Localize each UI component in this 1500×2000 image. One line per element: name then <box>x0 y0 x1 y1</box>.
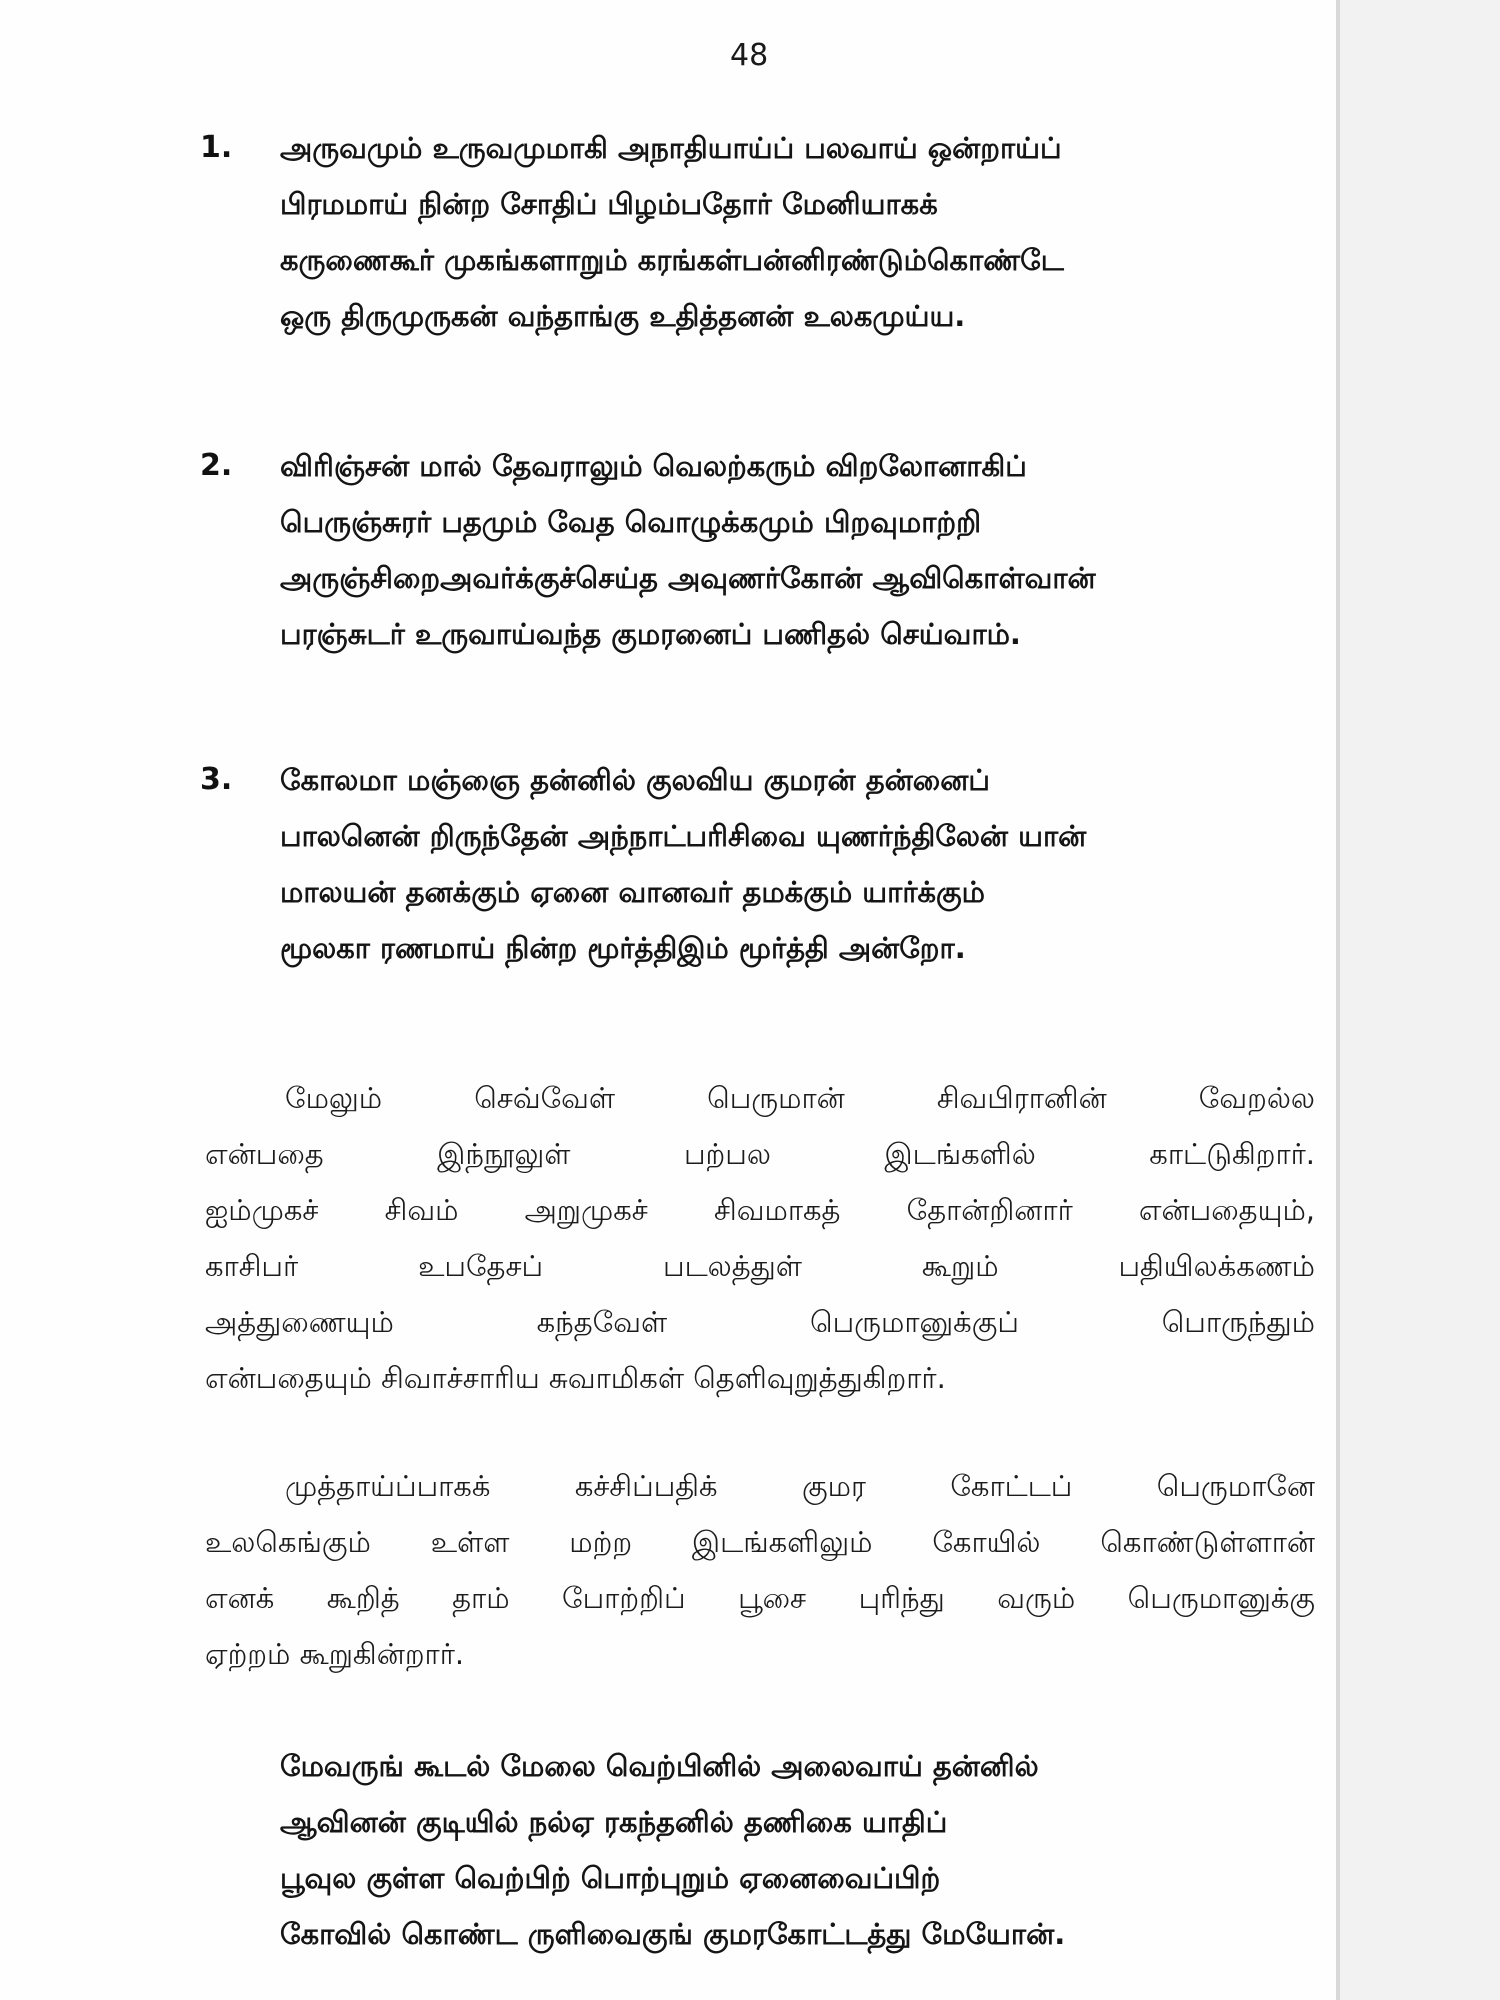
verse-lines <box>280 438 1320 662</box>
paragraph-line: உலகெங்கும் உள்ள மற்ற இடங்களிலும் கோயில் கொண்டுள்ளான் <box>205 1525 1315 1559</box>
paragraph-line: காசிபர் உபதேசப் படலத்துள் கூறும் பதியிலக்கணம் <box>205 1249 1315 1283</box>
verse-line: ஒரு திருமுருகன் வந்தாங்கு உதித்தனன் உலகமுய்ய. <box>280 299 966 333</box>
paragraph-line: ஏற்றம் கூறுகின்றார். <box>205 1637 465 1671</box>
verse-lines <box>280 120 1320 344</box>
verse-line: பெருஞ்சுரர் பதமும் வேத வொழுக்கமும் பிறவுமாற்றி <box>280 505 982 539</box>
paragraph-line: மேலும் செவ்வேள் பெருமான் சிவபிரானின் வேறல்ல <box>285 1081 1315 1115</box>
verse-line: மாலயன் தனக்கும் ஏனை வானவர் தமக்கும் யார்க்கும் <box>280 875 985 909</box>
paragraph-line: முத்தாய்ப்பாகக் கச்சிப்பதிக் குமர கோட்டப் பெருமானே <box>285 1469 1315 1503</box>
paragraph-line: எனக் கூறித் தாம் போற்றிப் பூசை புரிந்து வரும் பெருமானுக்கு <box>205 1581 1315 1615</box>
verse-line: மேவருங் கூடல் மேலை வெற்பினில் அலைவாய் தன்னில் <box>280 1749 1039 1783</box>
verse-number: 1. <box>200 130 233 165</box>
paragraph-line: என்பதை இந்நூலுள் பற்பல இடங்களில் காட்டுகிறார். <box>205 1137 1315 1171</box>
paragraph-2 <box>205 1458 1315 1682</box>
page-edge <box>1336 0 1340 2000</box>
verse-lines <box>280 752 1320 976</box>
verse-line: கோவில் கொண்ட ருளிவைகுங் குமரகோட்டத்து மேயோன். <box>280 1917 1066 1951</box>
page-number: 48 <box>730 38 769 73</box>
paragraph-line: அத்துணையும் கந்தவேள் பெருமானுக்குப் பொருந்தும் <box>205 1305 1315 1339</box>
verse-line: பிரமமாய் நின்ற சோதிப் பிழம்பதோர் மேனியாகக் <box>280 187 938 221</box>
verse-number: 2. <box>200 448 233 483</box>
verse-line: பூவுல குள்ள வெற்பிற் பொற்புறும் ஏனைவைப்பிற் <box>280 1861 941 1895</box>
verse-line: ஆவினன் குடியில் நல்ஏ ரகந்தனில் தணிகை யாதிப் <box>280 1805 948 1839</box>
page-margin-shadow <box>1340 0 1500 2000</box>
paragraph-line: என்பதையும் சிவாச்சாரிய சுவாமிகள் தெளிவுறுத்துகிறார். <box>205 1361 946 1395</box>
verse-line: விரிஞ்சன் மால் தேவராலும் வெலற்கரும் விறலோனாகிப் <box>280 449 1027 483</box>
paragraph-1 <box>205 1070 1315 1406</box>
verse-line: பரஞ்சுடர் உருவாய்வந்த குமரனைப் பணிதல் செய்வாம். <box>280 617 1021 651</box>
final-verse <box>280 1738 1320 1962</box>
verse-line: கோலமா மஞ்ஞை தன்னில் குலவிய குமரன் தன்னைப் <box>280 763 990 797</box>
verse-number: 3. <box>200 762 233 797</box>
verse-line: அருவமும் உருவமுமாகி அநாதியாய்ப் பலவாய் ஒன்றாய்ப் <box>280 131 1062 165</box>
verse-line: மூலகா ரணமாய் நின்ற மூர்த்திஇம் மூர்த்தி அன்றோ. <box>280 931 966 965</box>
paragraph-line: ஐம்முகச் சிவம் அறுமுகச் சிவமாகத் தோன்றினார் என்பதையும், <box>205 1193 1315 1227</box>
verse-line: பாலனென் றிருந்தேன் அந்நாட்பரிசிவை யுணர்ந்திலேன் யான் <box>280 819 1087 853</box>
verse-line: கருணைகூர் முகங்களாறும் கரங்கள்பன்னிரண்டும்கொண்டே <box>280 243 1064 277</box>
verse-line: அருஞ்சிறைஅவர்க்குச்செய்த அவுணர்கோன் ஆவிகொள்வான் <box>280 561 1096 595</box>
